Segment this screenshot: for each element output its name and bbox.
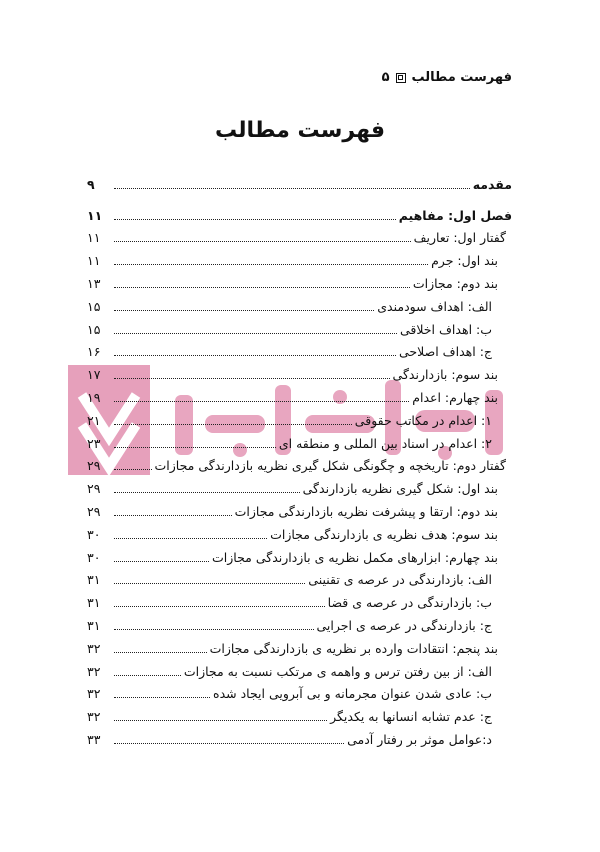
- toc-entry-page: ۱۵: [87, 298, 101, 314]
- toc-entry-title: ب: بازدارندگی در عرصه ی قضا: [327, 595, 492, 611]
- toc-entry: [87, 474, 512, 497]
- toc-leader-dots: [114, 538, 267, 539]
- toc-entry-page: ۳۱: [87, 572, 101, 588]
- toc-entry-page: ۹: [87, 176, 95, 192]
- toc-entry: [87, 170, 512, 193]
- toc-leader-dots: [114, 378, 390, 379]
- toc-leader-dots: [114, 492, 300, 493]
- toc-entry-title: الف: از بین رفتن ترس و واهمه ی مرتکب نسبت به مجازات: [183, 663, 492, 679]
- toc-entry: [87, 269, 512, 292]
- toc-entry-page: ۱۱: [87, 230, 101, 246]
- toc-entry: [87, 611, 512, 634]
- toc-entry: [87, 520, 512, 543]
- toc-entry-title: ۱: اعدام در مکاتب حقوقی: [354, 412, 492, 428]
- running-header-title: فهرست مطالب: [411, 70, 512, 85]
- toc-leader-dots: [114, 401, 409, 402]
- table-of-contents: [87, 170, 512, 748]
- toc-entry: [87, 543, 512, 566]
- toc-leader-dots: [114, 629, 314, 630]
- toc-leader-dots: [114, 606, 325, 607]
- toc-entry-title: ب: اهداف اخلاقی: [399, 321, 492, 337]
- toc-entry-page: ۱۹: [87, 389, 101, 405]
- toc-entry: [87, 315, 512, 338]
- toc-entry-title: بند چهارم: ابزارهای مکمل نظریه ی بازدارندگی مجازات: [212, 549, 498, 565]
- toc-leader-dots: [114, 697, 210, 698]
- toc-leader-dots: [114, 287, 410, 288]
- toc-leader-dots: [114, 264, 428, 265]
- toc-entry-title: الف: بازدارندگی در عرصه ی تقنینی: [308, 572, 492, 588]
- toc-entry-page: ۲۳: [87, 435, 101, 451]
- toc-entry-page: ۳۲: [87, 686, 101, 702]
- toc-entry-page: ۳۱: [87, 617, 101, 633]
- toc-entry: [87, 452, 512, 475]
- toc-entry-title: بند سوم: بازدارندگی: [392, 367, 498, 383]
- toc-entry-page: ۳۲: [87, 709, 101, 725]
- toc-entry-title: بند پنجم: انتقادات وارده بر نظریه ی بازدارندگی مجازات: [209, 640, 498, 656]
- page-title: فهرست مطالب: [214, 118, 386, 143]
- toc-entry: [87, 201, 512, 224]
- toc-leader-dots: [114, 743, 344, 744]
- toc-entry-title: بند دوم: مجازات: [412, 275, 498, 291]
- toc-entry-page: ۲۱: [87, 412, 101, 428]
- toc-entry: [87, 588, 512, 611]
- toc-entry: [87, 634, 512, 657]
- toc-entry-page: ۳۰: [87, 549, 101, 565]
- toc-entry-page: ۱۷: [87, 367, 101, 383]
- toc-entry: [87, 224, 512, 247]
- toc-entry: [87, 657, 512, 680]
- toc-leader-dots: [114, 652, 207, 653]
- toc-entry-title: ج: اهداف اصلاحی: [399, 344, 492, 360]
- toc-entry-title: ب: عادی شدن عنوان مجرمانه و بی آبرویی ایجاد شده: [213, 686, 492, 702]
- toc-entry-title: ۲: اعدام در اسناد بین المللی و منطقه ای: [278, 435, 492, 451]
- toc-leader-dots: [114, 583, 305, 584]
- toc-entry-title: ج: بازدارندگی در عرصه ی اجرایی: [316, 617, 492, 633]
- toc-entry-title: گفتار اول: تعاریف: [413, 230, 506, 246]
- toc-entry-page: ۳۲: [87, 640, 101, 656]
- toc-leader-dots: [114, 675, 181, 676]
- square-ornament-icon: [396, 73, 406, 83]
- toc-entry: [87, 680, 512, 703]
- toc-entry: [87, 566, 512, 589]
- toc-entry-page: ۲۹: [87, 458, 101, 474]
- toc-entry-title: بند اول: شکل گیری نظریه بازدارندگی: [302, 481, 498, 497]
- toc-entry-page: ۳۲: [87, 663, 101, 679]
- toc-entry-title: بند سوم: هدف نظریه ی بازدارندگی مجازات: [270, 526, 498, 542]
- toc-entry-title: الف: اهداف سودمندی: [377, 298, 492, 314]
- toc-entry-title: بند دوم: ارتقا و پیشرفت نظریه بازدارندگی مجازات: [234, 503, 498, 519]
- toc-entry: [87, 292, 512, 315]
- toc-entry-page: ۳۰: [87, 526, 101, 542]
- toc-entry-page: ۲۹: [87, 481, 101, 497]
- toc-entry-title: گفتار دوم: تاریخچه و چگونگی شکل گیری نظریه بازدارندگی مجازات: [154, 458, 506, 474]
- toc-leader-dots: [114, 515, 232, 516]
- toc-leader-dots: [114, 241, 411, 242]
- toc-leader-dots: [114, 188, 470, 189]
- toc-leader-dots: [114, 424, 352, 425]
- toc-entry-page: ۱۳: [87, 275, 101, 291]
- toc-leader-dots: [114, 310, 374, 311]
- running-header: [382, 70, 512, 85]
- toc-entry: [87, 338, 512, 361]
- running-header-page-number: ۵: [381, 70, 390, 85]
- toc-entry-title: ج: عدم تشابه انسانها به یکدیگر: [330, 709, 492, 725]
- toc-entry-page: ۱۱: [87, 253, 101, 269]
- toc-leader-dots: [114, 355, 396, 356]
- toc-entry: [87, 429, 512, 452]
- toc-entry-page: ۳۱: [87, 595, 101, 611]
- toc-leader-dots: [114, 333, 397, 334]
- toc-leader-dots: [114, 447, 276, 448]
- toc-leader-dots: [114, 219, 396, 220]
- toc-entry: [87, 702, 512, 725]
- toc-entry-title: بند چهارم: اعدام: [412, 389, 498, 405]
- toc-entry-page: ۳۳: [87, 731, 101, 747]
- toc-entry-title: فصل اول: مفاهیم: [398, 207, 512, 223]
- toc-entry: [87, 725, 512, 748]
- toc-leader-dots: [114, 469, 152, 470]
- toc-entry-page: ۲۹: [87, 503, 101, 519]
- toc-entry: [87, 497, 512, 520]
- toc-leader-dots: [114, 561, 209, 562]
- toc-entry-page: ۱۶: [87, 344, 101, 360]
- toc-entry: [87, 406, 512, 429]
- toc-entry: [87, 246, 512, 269]
- toc-entry-title: مقدمه: [472, 176, 512, 192]
- toc-entry-page: ۱۵: [87, 321, 101, 337]
- toc-entry-page: ۱۱: [87, 207, 103, 223]
- toc-entry-title: د:عوامل موثر بر رفتار آدمی: [347, 731, 492, 747]
- toc-entry-title: بند اول: جرم: [431, 253, 498, 269]
- toc-leader-dots: [114, 720, 327, 721]
- toc-entry: [87, 360, 512, 383]
- toc-entry: [87, 383, 512, 406]
